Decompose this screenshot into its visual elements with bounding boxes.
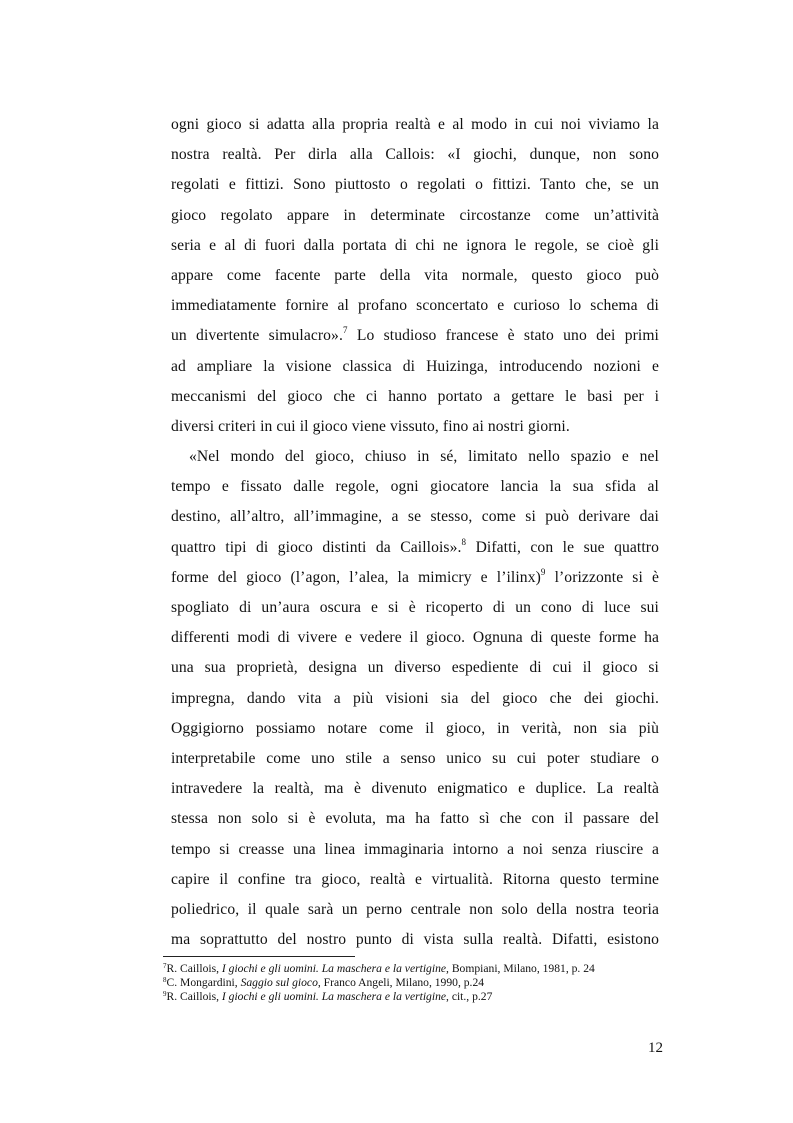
footnote-title: I giochi e gli uomini. La maschera e la vertigine: [221, 990, 447, 1004]
footnote-number: 9: [163, 990, 167, 999]
text-line: [171, 563, 659, 593]
text-line: meccanismi del gioco che ci hanno portato a gettare le basi per i: [171, 387, 659, 405]
footnote-divider: [163, 956, 355, 957]
footnote-number: 8: [163, 976, 167, 985]
text-segment: forme del gioco (l’agon, l’alea, la mimicry e l’ilinx): [171, 568, 541, 586]
footnote-number: 7: [163, 962, 167, 970]
text-line: nostra realtà. Per dirla alla Callois: «I giochi, dunque, non sono: [171, 146, 659, 164]
text-line: spogliato di un’aura oscura e si è ricoperto di un cono di luce sui: [171, 599, 659, 616]
footnote-ref-9[interactable]: 9: [540, 566, 546, 577]
text-line: ogni gioco si adatta alla propria realtà e al modo in cui noi viviamo la: [171, 116, 659, 133]
footnote-publisher: , Franco Angeli, Milano, 1990, p.24: [317, 976, 485, 990]
text-segment: l’orizzonte si è: [554, 568, 659, 586]
footnote-publisher: Bompiani, Milano, 1981, p. 24: [448, 962, 595, 975]
footnote-ref-7[interactable]: 7: [342, 325, 348, 336]
text-line: diversi criteri in cui il gioco viene vissuto, fino ai nostri giorni.: [171, 417, 570, 435]
text-line: Oggigiorno possiamo notare come il gioco, in verità, non sia più: [171, 719, 659, 737]
page-number: 12: [648, 1040, 663, 1056]
footnote-publisher: , cit., p.27: [446, 990, 493, 1004]
footnote-title: I giochi e gli uomini. La maschera e la vertigine,: [221, 962, 449, 975]
text-line: ad ampliare la visione classica di Huizinga, introducendo nozioni e: [171, 357, 659, 375]
footnote-author: R. Caillois,: [166, 990, 222, 1004]
footnote-author: C. Mongardini,: [166, 976, 241, 990]
text-line: stessa non solo si è evoluta, ma ha fatto sì che con il passare del: [171, 810, 659, 828]
text-line: seria e al di fuori dalla portata di chi ne ignora le regole, se cioè gli: [171, 236, 659, 254]
text-segment: Difatti, con le sue quattro: [475, 538, 659, 556]
text-line: capire il confine tra gioco, realtà e virtualità. Ritorna questo termine: [171, 870, 659, 888]
footnote-title: Saggio sul gioco: [240, 976, 318, 990]
footnote-ref-8[interactable]: 8: [461, 536, 467, 547]
text-line: una sua proprietà, designa un diverso espediente di cui il gioco si: [171, 659, 659, 677]
footnote-8: [163, 976, 673, 990]
footnote-7: [163, 962, 673, 976]
footnote-author: R. Caillois,: [166, 962, 222, 975]
text-line: gioco regolato appare in determinate circostanze come un’attività: [171, 206, 659, 224]
text-line: tempo e fissato dalle regole, ogni giocatore lancia la sua sfida al: [171, 478, 659, 496]
text-line: [171, 321, 659, 351]
text-segment: Lo studioso francese è stato uno dei primi: [356, 327, 659, 345]
footnote-9: [163, 990, 673, 1004]
body-text: [171, 110, 659, 955]
footnotes: [163, 962, 673, 1005]
text-line: appare come facente parte della vita normale, questo gioco può: [171, 266, 659, 284]
text-line: immediatamente fornire al profano sconcertato e curioso lo schema di: [171, 297, 659, 315]
text-line: differenti modi di vivere e vedere il gioco. Ognuna di queste forme ha: [171, 629, 659, 647]
text-segment: un divertente simulacro».: [171, 327, 343, 345]
text-line: intravedere la realtà, ma è divenuto enigmatico e duplice. La realtà: [171, 780, 659, 798]
text-segment: quattro tipi di gioco distinti da Caillois».: [171, 538, 462, 556]
text-line: impregna, dando vita a più visioni sia del gioco che dei giochi.: [171, 689, 659, 707]
text-line: ma soprattutto del nostro punto di vista sulla realtà. Difatti, esistono: [171, 931, 659, 949]
text-line: [171, 533, 659, 563]
text-line: destino, all’altro, all’immagine, a se stesso, come si può derivare dai: [171, 508, 659, 526]
text-line: regolati e fittizi. Sono piuttosto o regolati o fittizi. Tanto che, se un: [171, 176, 659, 194]
text-line: «Nel mondo del gioco, chiuso in sé, limitato nello spazio e nel: [189, 448, 659, 466]
text-line: tempo si creasse una linea immaginaria intorno a noi senza riuscire a: [171, 840, 659, 858]
text-line: poliedrico, il quale sarà un perno centrale non solo della nostra teoria: [171, 900, 659, 918]
text-line: interpretabile come uno stile a senso unico su cui poter studiare o: [171, 749, 659, 767]
